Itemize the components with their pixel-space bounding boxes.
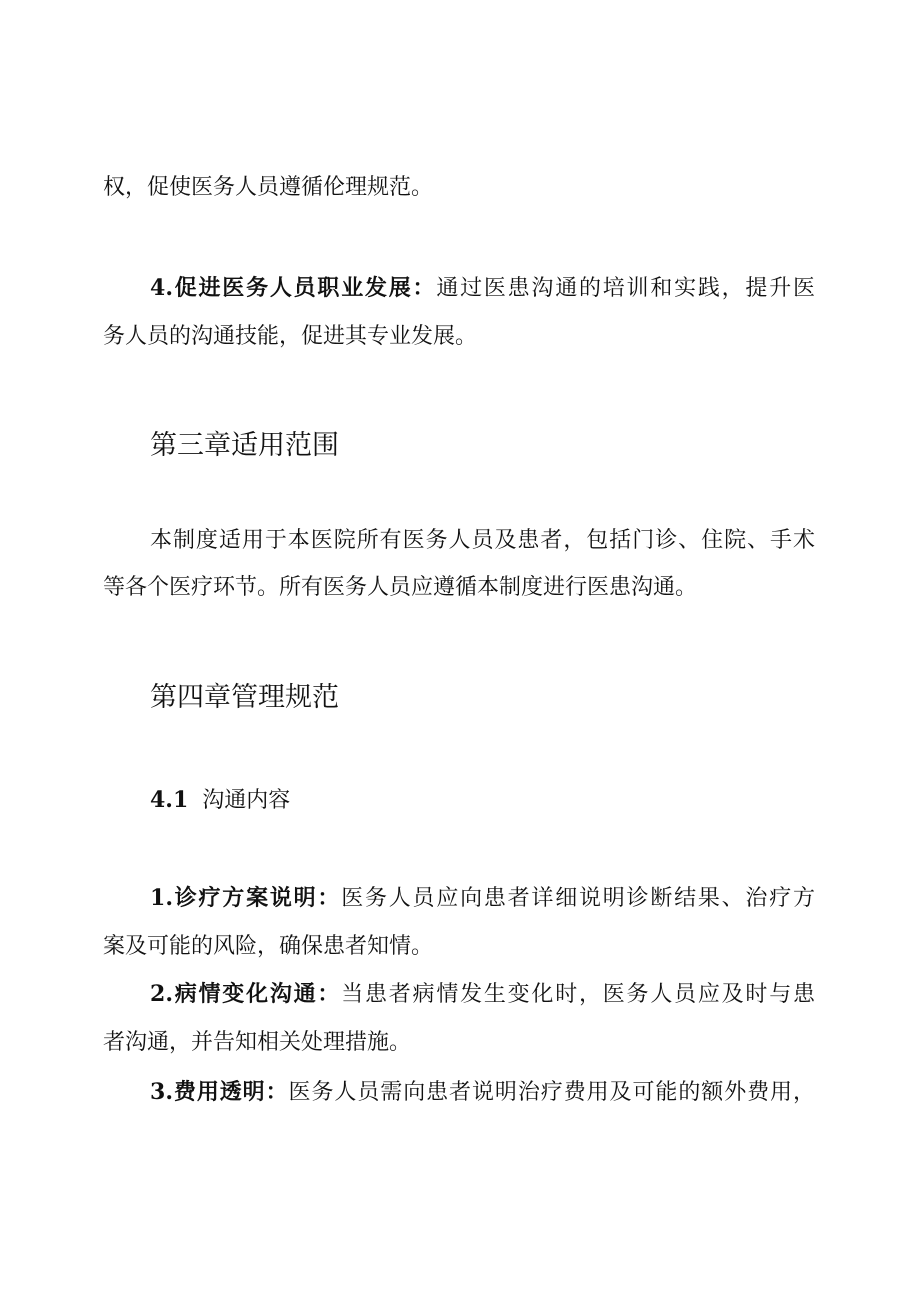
item-title: .促进医务人员职业发展： bbox=[165, 275, 437, 301]
item-text: 通过医患沟通的培训和实践，提升医 bbox=[436, 276, 815, 301]
section-number: 4.1 bbox=[150, 787, 189, 813]
item-title: .费用透明： bbox=[165, 1079, 289, 1105]
item-number: 2 bbox=[150, 981, 166, 1007]
list-item-4-continuation bbox=[103, 322, 477, 352]
list-item-2 bbox=[150, 979, 815, 1010]
list-item-1-continuation bbox=[103, 932, 433, 962]
line-text: 务人员的沟通技能，促进其专业发展。 bbox=[103, 324, 478, 349]
scope-paragraph-line-2 bbox=[103, 573, 697, 603]
list-item-1 bbox=[150, 883, 815, 914]
list-item-3 bbox=[150, 1077, 815, 1108]
item-text: 当患者病情发生变化时，医务人员应及时与患 bbox=[341, 982, 815, 1007]
item-text: 医务人员应向患者详细说明诊断结果、治疗方 bbox=[341, 886, 815, 911]
section-4-1-title bbox=[150, 785, 290, 816]
line-text: 案及可能的风险，确保患者知情。 bbox=[103, 934, 434, 959]
section-label: 沟通内容 bbox=[202, 788, 291, 813]
chapter-3-heading: 第三章适用范围 bbox=[150, 430, 339, 461]
line-text: 权，促使医务人员遵循伦理规范。 bbox=[103, 175, 434, 200]
item-title: .诊疗方案说明： bbox=[165, 885, 342, 911]
scope-paragraph-line-1 bbox=[150, 526, 815, 556]
item-text: 医务人员需向患者说明治疗费用及可能的额外费用， bbox=[288, 1080, 815, 1105]
list-item-2-continuation bbox=[103, 1028, 411, 1058]
item-title: .病情变化沟通： bbox=[165, 981, 342, 1007]
item-number: 4 bbox=[150, 275, 166, 301]
line-text: 者沟通，并告知相关处理措施。 bbox=[103, 1030, 412, 1055]
list-item-4 bbox=[150, 273, 815, 304]
chapter-4-heading: 第四章管理规范 bbox=[150, 682, 339, 713]
line-text: 本制度适用于本医院所有医务人员及患者，包括门诊、住院、手术 bbox=[150, 528, 815, 553]
line-text: 等各个医疗环节。所有医务人员应遵循本制度进行医患沟通。 bbox=[103, 575, 698, 600]
item-number: 1 bbox=[150, 885, 166, 911]
paragraph-line bbox=[103, 173, 433, 203]
item-number: 3 bbox=[150, 1079, 166, 1105]
